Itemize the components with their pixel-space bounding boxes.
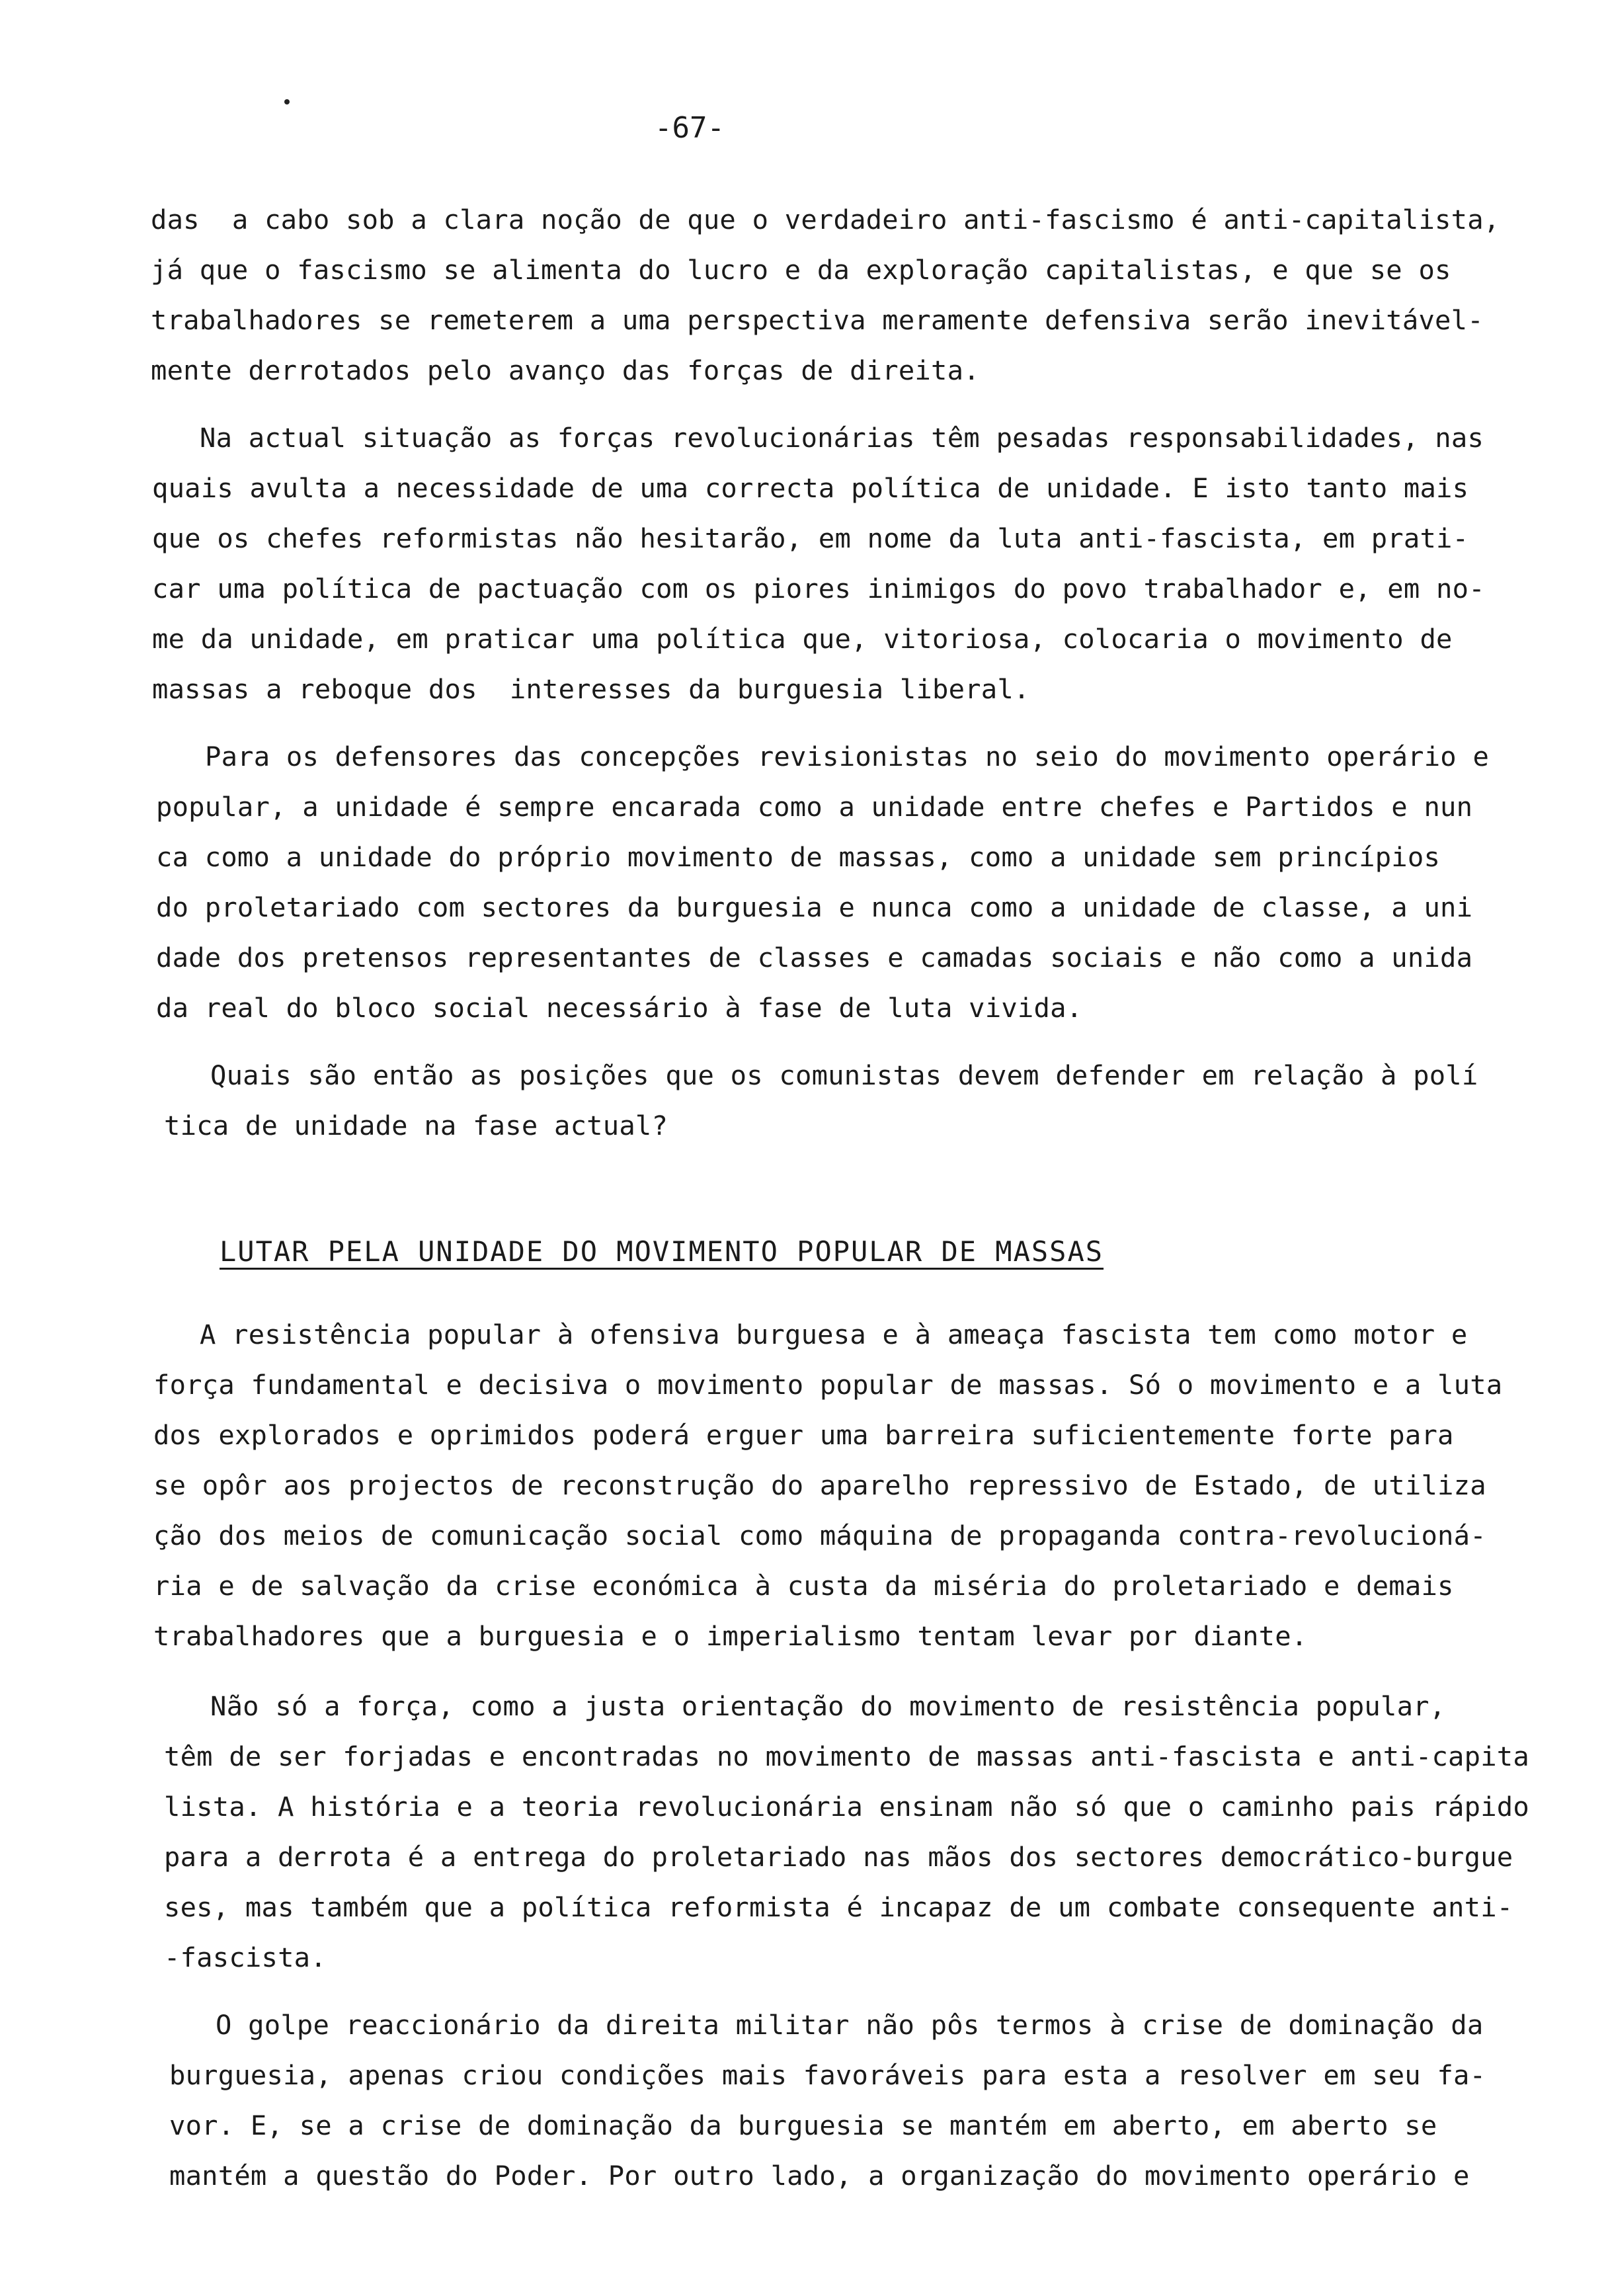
text-line: tica de unidade na fase actual? (164, 1110, 668, 1141)
text-line: me da unidade, em praticar uma política que, vitoriosa, colocaria o movimento de (152, 623, 1453, 655)
text-line: quais avulta a necessidade de uma correcta política de unidade. E isto tanto mais (152, 472, 1469, 504)
text-line: A resistência popular à ofensiva burguesa e à ameaça fascista tem como motor e (200, 1319, 1468, 1350)
text-line: burguesia, apenas criou condições mais favoráveis para esta a resolver em seu fa- (169, 2059, 1486, 2091)
text-line: Quais são então as posições que os comunistas devem defender em relação à polí (210, 1059, 1478, 1091)
text-line: Para os defensores das concepções revisionistas no seio do movimento operário e (205, 741, 1490, 772)
text-line: mente derrotados pelo avanço das forças de direita. (151, 354, 980, 386)
text-line: se opôr aos projectos de reconstrução do aparelho repressivo de Estado, de utiliza (153, 1469, 1486, 1501)
text-line: dos explorados e oprimidos poderá erguer uma barreira suficientemente forte para (153, 1419, 1454, 1451)
section-heading: LUTAR PELA UNIDADE DO MOVIMENTO POPULAR DE MASSAS (220, 1235, 1104, 1268)
text-line: têm de ser forjadas e encontradas no movimento de massas anti-fascista e anti-capita (164, 1741, 1529, 1772)
text-line: lista. A história e a teoria revolucionária ensinam não só que o caminho pais rápido (164, 1791, 1529, 1823)
text-line: já que o fascismo se alimenta do lucro e da exploração capitalistas, e que se os (151, 254, 1451, 286)
text-line: ria e de salvação da crise económica à custa da miséria do proletariado e demais (153, 1570, 1454, 1602)
text-line: -fascista. (164, 1942, 327, 1973)
text-line: car uma política de pactuação com os piores inimigos do povo trabalhador e, em no- (152, 573, 1485, 604)
text-line: vor. E, se a crise de dominação da burguesia se mantém em aberto, em aberto se (169, 2110, 1437, 2141)
ink-dot (284, 99, 290, 104)
text-line: força fundamental e decisiva o movimento popular de massas. Só o movimento e a luta (153, 1369, 1503, 1401)
text-line: popular, a unidade é sempre encarada como a unidade entre chefes e Partidos e nun (156, 791, 1473, 823)
text-line: para a derrota é a entrega do proletariado nas mãos dos sectores democrático-burgue (164, 1841, 1513, 1873)
text-line: que os chefes reformistas não hesitarão, em nome da luta anti-fascista, em prati- (152, 522, 1469, 554)
text-line: dade dos pretensos representantes de classes e camadas sociais e não como a unida (156, 942, 1473, 973)
text-line: ca como a unidade do próprio movimento de massas, como a unidade sem princípios (156, 841, 1441, 873)
text-line: Na actual situação as forças revolucionárias têm pesadas responsabilidades, nas (200, 422, 1484, 454)
text-line: do proletariado com sectores da burguesia e nunca como a unidade de classe, a uni (156, 891, 1473, 923)
text-line: ção dos meios de comunicação social como máquina de propaganda contra-revolucioná- (153, 1520, 1486, 1551)
text-line: trabalhadores se remeterem a uma perspectiva meramente defensiva serão inevitável- (151, 304, 1484, 336)
text-line: O golpe reaccionário da direita militar não pôs termos à crise de dominação da (216, 2009, 1484, 2041)
page-number: -67- (655, 111, 725, 145)
text-line: da real do bloco social necessário à fase de luta vivida. (156, 992, 1083, 1024)
text-line: das a cabo sob a clara noção de que o verdadeiro anti-fascismo é anti-capitalista, (151, 204, 1500, 235)
text-line: trabalhadores que a burguesia e o imperialismo tentam levar por diante. (153, 1620, 1308, 1652)
text-line: massas a reboque dos interesses da burguesia liberal. (152, 673, 1030, 705)
text-line: Não só a força, como a justa orientação do movimento de resistência popular, (210, 1690, 1446, 1722)
text-line: mantém a questão do Poder. Por outro lado, a organização do movimento operário e (169, 2160, 1470, 2192)
text-line: ses, mas também que a política reformista é incapaz de um combate consequente anti- (164, 1891, 1513, 1923)
